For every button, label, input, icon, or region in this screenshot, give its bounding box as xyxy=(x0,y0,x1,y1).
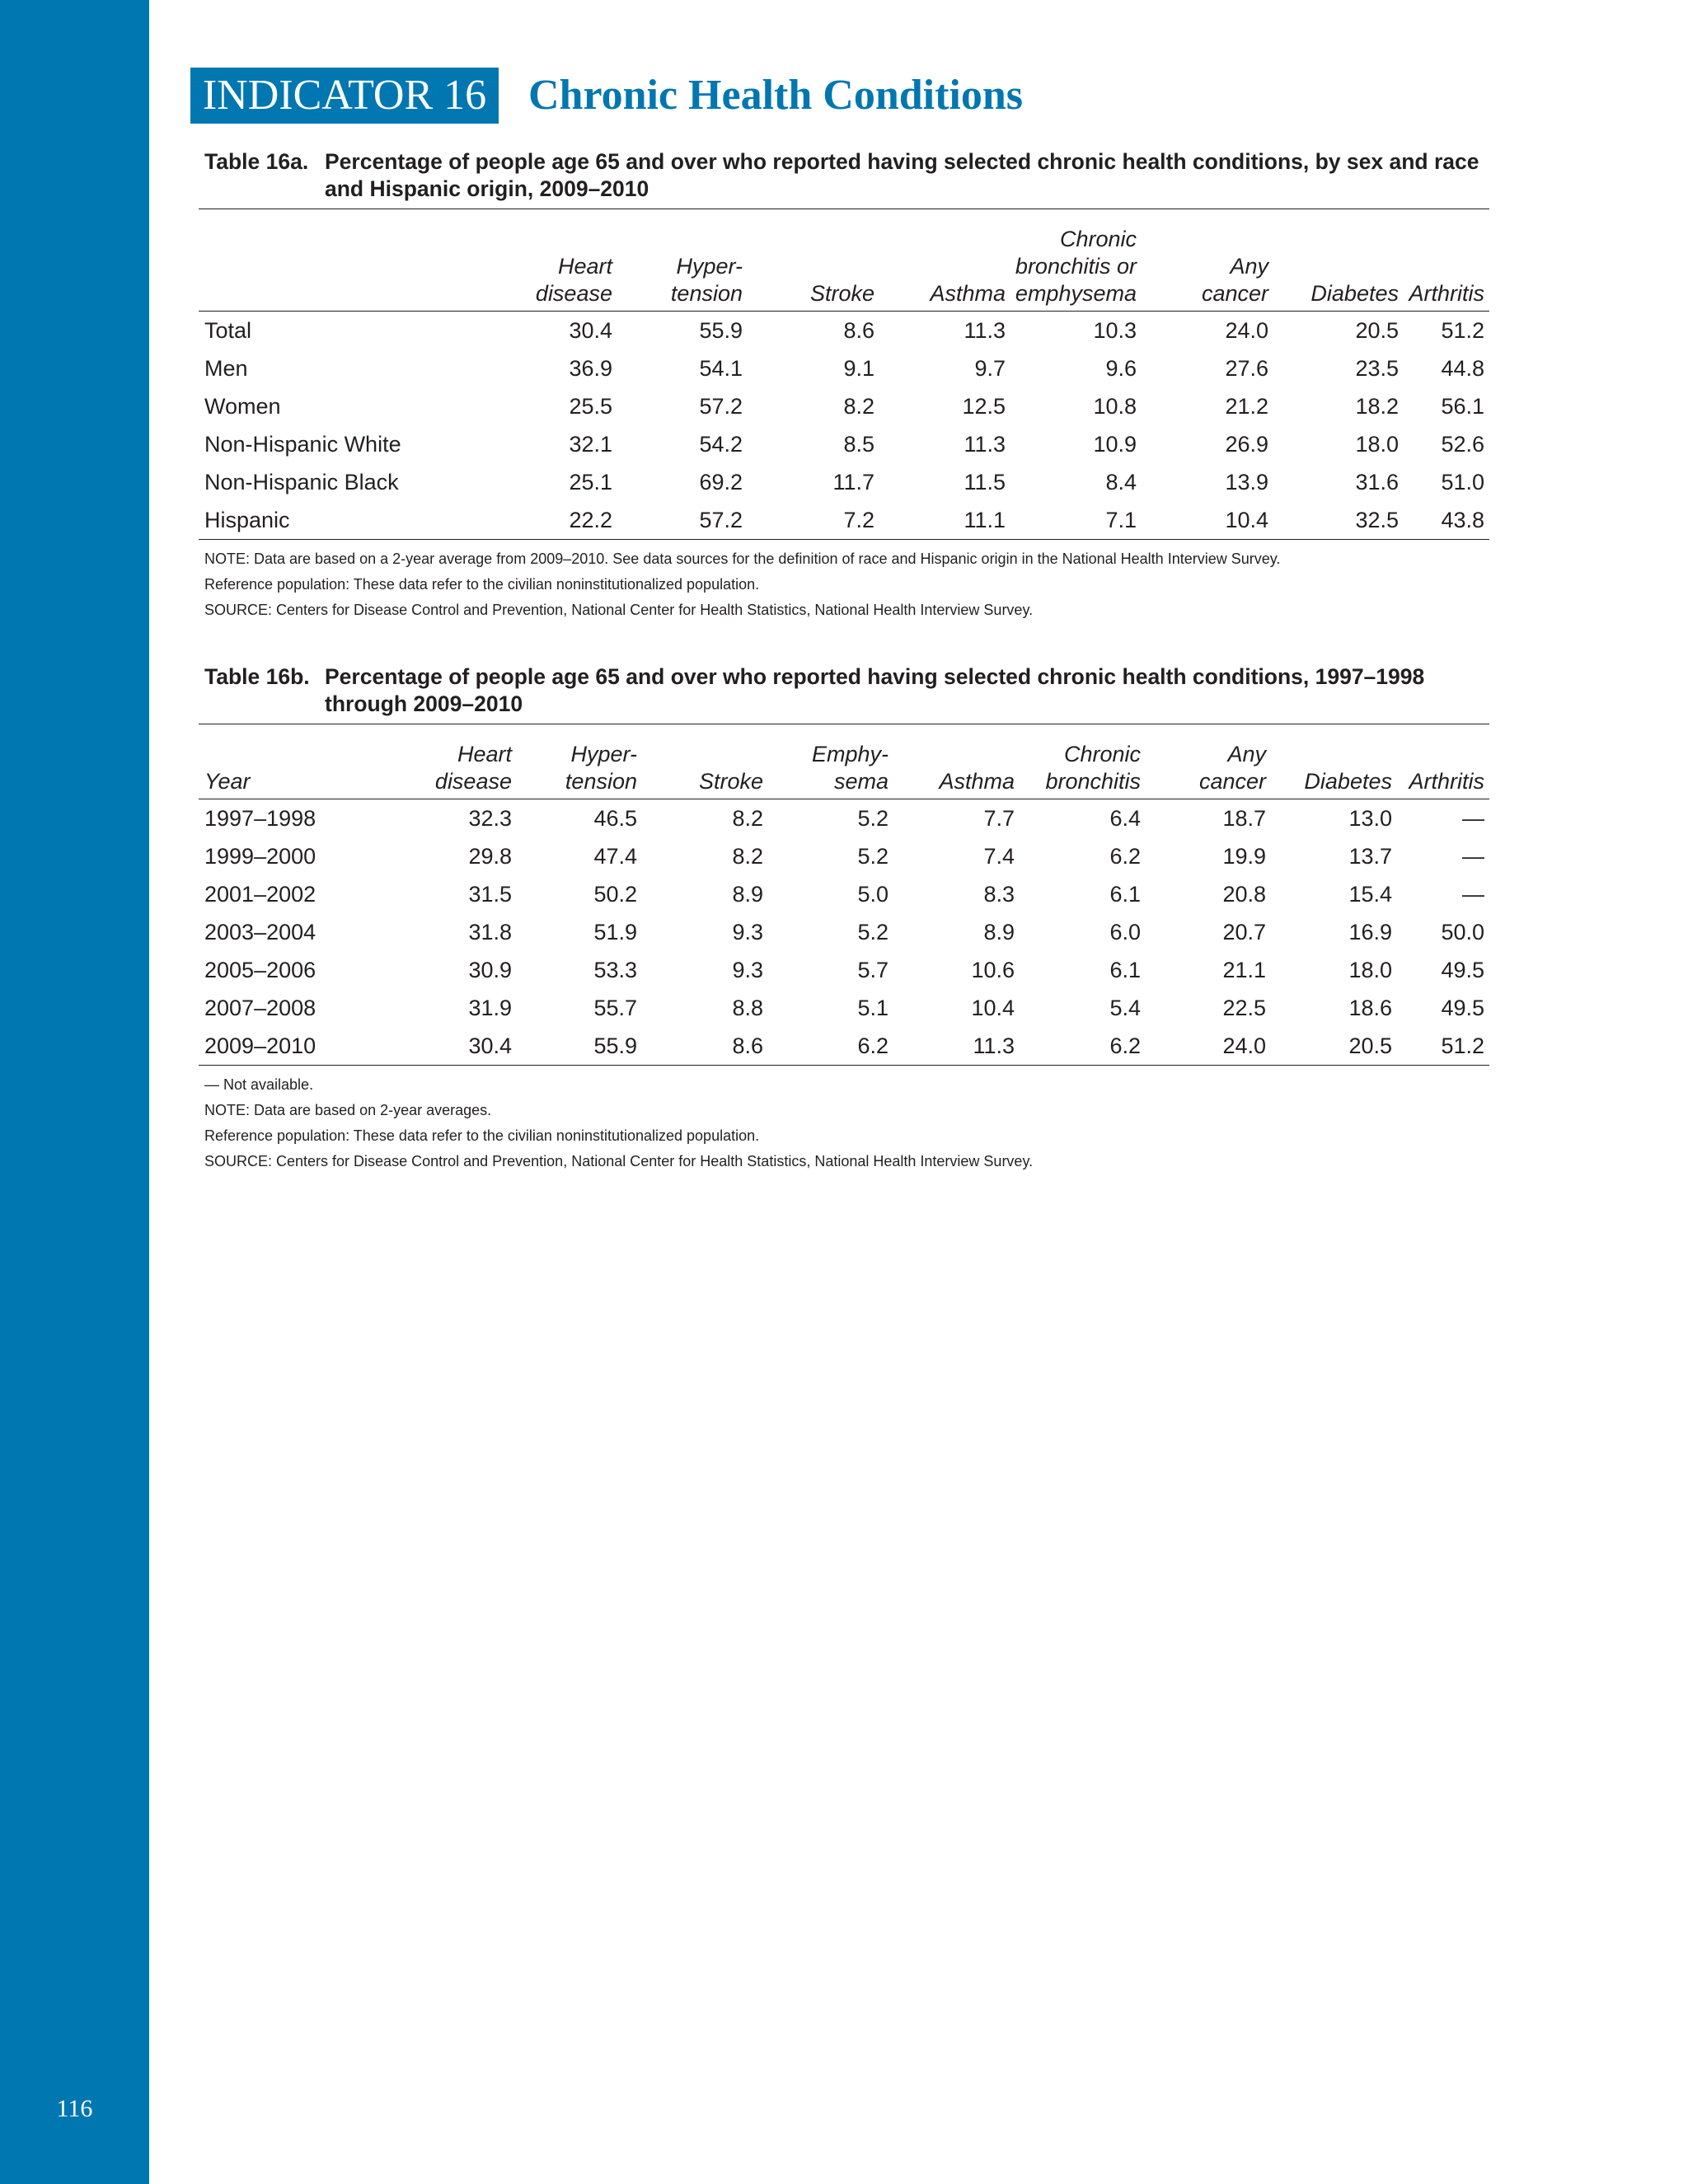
data-cell: 9.1 xyxy=(843,356,874,381)
table-16b-title: Percentage of people age 65 and over who reported having selected chronic health conditions, 1997–1998 through 2009–2010 xyxy=(325,664,1425,716)
column-header: Diabetes xyxy=(1273,226,1404,312)
data-cell: 57.2 xyxy=(617,501,748,540)
data-cell: 27.6 xyxy=(1225,356,1268,381)
row-label: Hispanic xyxy=(199,501,492,540)
table-row xyxy=(199,349,1489,387)
data-cell: 10.8 xyxy=(1093,394,1137,419)
data-cell: 7.7 xyxy=(983,806,1015,831)
column-header: Heart disease xyxy=(392,741,517,799)
note-line: SOURCE: Centers for Disease Control and Prevention, National Center for Health Statistics, National Health Interview Survey. xyxy=(204,602,1034,618)
column-header: Asthma xyxy=(879,226,1010,312)
column-header: Arthritis xyxy=(1404,226,1489,312)
table-16b xyxy=(199,724,1489,1066)
data-cell: 7.4 xyxy=(983,844,1015,869)
data-cell: 50.2 xyxy=(593,882,637,907)
data-cell: 8.5 xyxy=(843,432,874,457)
data-cell: 11.3 xyxy=(893,1027,1020,1066)
data-cell: 31.8 xyxy=(468,920,512,944)
data-cell: 11.3 xyxy=(964,432,1006,457)
sidebar-band xyxy=(0,0,149,2184)
table-row xyxy=(199,501,1489,540)
row-label: 2007–2008 xyxy=(204,996,316,1020)
column-header: Arthritis xyxy=(1397,741,1489,799)
data-cell: 10.4 xyxy=(971,996,1015,1020)
data-cell: 52.6 xyxy=(1441,432,1484,457)
data-cell: 6.1 xyxy=(1109,958,1141,982)
data-cell: — xyxy=(1462,882,1484,907)
data-cell: 32.1 xyxy=(569,432,612,457)
column-header: Chronic bronchitis or emphysema xyxy=(1010,226,1142,312)
page-number: 116 xyxy=(56,2095,93,2122)
table-16a-caption xyxy=(204,148,1489,203)
data-cell: 9.3 xyxy=(732,920,763,944)
data-cell: 32.3 xyxy=(468,806,512,831)
data-cell: 5.0 xyxy=(857,882,889,907)
data-cell: 24.0 xyxy=(1225,318,1268,343)
data-cell: 30.9 xyxy=(468,958,512,982)
data-cell: 50.0 xyxy=(1441,920,1484,944)
row-label: Total xyxy=(204,318,252,343)
data-cell: 57.2 xyxy=(699,394,743,419)
table-16b-notes xyxy=(204,1072,1489,1174)
data-cell: 21.2 xyxy=(1225,394,1268,419)
note-line: NOTE: Data are based on 2-year averages. xyxy=(204,1102,492,1118)
row-label: 2005–2006 xyxy=(204,958,316,982)
table-16a-notes xyxy=(204,546,1489,623)
data-cell: 5.7 xyxy=(857,958,889,982)
data-cell: 51.0 xyxy=(1441,470,1484,494)
table-row xyxy=(199,951,1489,989)
data-cell: 5.1 xyxy=(857,996,889,1020)
table-row xyxy=(199,1027,1489,1066)
column-header: Asthma xyxy=(893,741,1020,799)
data-cell: 10.4 xyxy=(1142,501,1273,540)
data-cell: 20.8 xyxy=(1222,882,1266,907)
data-cell: 54.2 xyxy=(699,432,743,457)
header-row xyxy=(199,226,1489,312)
row-label: 2001–2002 xyxy=(204,882,316,907)
table-row xyxy=(199,989,1489,1027)
column-header: Diabetes xyxy=(1271,741,1397,799)
data-cell: 8.9 xyxy=(732,882,763,907)
data-cell: 11.7 xyxy=(832,470,874,494)
data-cell: 53.3 xyxy=(593,958,637,982)
data-cell: 36.9 xyxy=(569,356,612,381)
data-cell: 8.8 xyxy=(732,996,763,1020)
table-row xyxy=(199,799,1489,838)
data-cell: 51.2 xyxy=(1441,318,1484,343)
row-label: Men xyxy=(204,356,248,381)
data-cell: 6.1 xyxy=(1109,882,1141,907)
column-header: Hyper- tension xyxy=(617,226,748,312)
row-label: Non-Hispanic White xyxy=(204,432,401,457)
row-label: 1997–1998 xyxy=(204,806,316,831)
table-16b-section xyxy=(199,663,1489,1174)
table-row xyxy=(199,387,1489,425)
data-cell: 56.1 xyxy=(1441,394,1484,419)
data-cell: 8.3 xyxy=(983,882,1015,907)
column-header: Any cancer xyxy=(1142,226,1273,312)
table-16a-title: Percentage of people age 65 and over who reported having selected chronic health conditions, by sex and race and Hispanic origin, 2009–2010 xyxy=(325,149,1479,201)
column-header: Any cancer xyxy=(1146,741,1271,799)
data-cell: 8.4 xyxy=(1105,470,1137,494)
data-cell: 13.9 xyxy=(1225,470,1268,494)
data-cell: 18.0 xyxy=(1355,432,1399,457)
row-label: 2003–2004 xyxy=(204,920,316,944)
column-header: Stroke xyxy=(642,741,768,799)
data-cell: — xyxy=(1462,844,1484,869)
column-header: Chronic bronchitis xyxy=(1020,741,1146,799)
row-label: Non-Hispanic Black xyxy=(204,470,399,494)
indicator-title: Chronic Health Conditions xyxy=(528,72,1024,119)
row-label: 1999–2000 xyxy=(204,844,316,869)
data-cell: 18.7 xyxy=(1222,806,1266,831)
data-cell: 11.5 xyxy=(964,470,1006,494)
data-cell: 6.2 xyxy=(1109,844,1141,869)
data-cell: 8.6 xyxy=(843,318,874,343)
data-cell: 25.5 xyxy=(569,394,612,419)
table-row xyxy=(199,312,1489,350)
data-cell: 8.9 xyxy=(983,920,1015,944)
data-cell: 51.2 xyxy=(1397,1027,1489,1066)
data-cell: 18.6 xyxy=(1348,996,1392,1020)
data-cell: 29.8 xyxy=(468,844,512,869)
data-cell: 47.4 xyxy=(593,844,637,869)
data-cell: 8.2 xyxy=(732,806,763,831)
column-header: Stroke xyxy=(748,226,879,312)
table-row xyxy=(199,913,1489,951)
data-cell: 22.5 xyxy=(1222,996,1266,1020)
data-cell: 51.9 xyxy=(593,920,637,944)
data-cell: 7.1 xyxy=(1010,501,1142,540)
data-cell: 11.3 xyxy=(964,318,1006,343)
data-cell: 8.2 xyxy=(732,844,763,869)
data-cell: 22.2 xyxy=(492,501,617,540)
data-cell: 19.9 xyxy=(1222,844,1266,869)
data-cell: 26.9 xyxy=(1225,432,1268,457)
data-cell: 55.9 xyxy=(699,318,743,343)
data-cell: 6.4 xyxy=(1109,806,1141,831)
note-line: Reference population: These data refer to the civilian noninstitutionalized population. xyxy=(204,1127,760,1144)
table-row xyxy=(199,875,1489,913)
data-cell: 8.2 xyxy=(843,394,874,419)
data-cell: 49.5 xyxy=(1441,996,1484,1020)
data-cell: 55.9 xyxy=(517,1027,642,1066)
data-cell: 12.5 xyxy=(962,394,1006,419)
data-cell: 11.1 xyxy=(879,501,1010,540)
data-cell: 21.1 xyxy=(1222,958,1266,982)
stub-header xyxy=(199,226,492,312)
data-cell: 49.5 xyxy=(1441,958,1484,982)
table-row xyxy=(199,425,1489,463)
table-16a-section xyxy=(199,148,1489,623)
data-cell: 10.6 xyxy=(971,958,1015,982)
table-row xyxy=(199,837,1489,875)
data-cell: 8.6 xyxy=(642,1027,768,1066)
data-cell: 15.4 xyxy=(1348,882,1392,907)
data-cell: 20.5 xyxy=(1355,318,1399,343)
note-line: Reference population: These data refer to the civilian noninstitutionalized population. xyxy=(204,576,760,593)
row-label: 2009–2010 xyxy=(199,1027,392,1066)
data-cell: 31.5 xyxy=(468,882,512,907)
data-cell: 31.6 xyxy=(1355,470,1399,494)
data-cell: — xyxy=(1462,806,1484,831)
data-cell: 23.5 xyxy=(1355,356,1399,381)
column-header: Heart disease xyxy=(492,226,617,312)
data-cell: 6.2 xyxy=(768,1027,893,1066)
data-cell: 10.3 xyxy=(1093,318,1137,343)
data-cell: 54.1 xyxy=(699,356,743,381)
data-cell: 46.5 xyxy=(593,806,637,831)
table-16b-caption xyxy=(204,663,1489,718)
data-cell: 9.7 xyxy=(974,356,1006,381)
data-cell: 7.2 xyxy=(748,501,879,540)
data-cell: 20.5 xyxy=(1271,1027,1397,1066)
data-cell: 6.2 xyxy=(1020,1027,1146,1066)
data-cell: 5.2 xyxy=(857,920,889,944)
data-cell: 5.2 xyxy=(857,844,889,869)
data-cell: 9.3 xyxy=(732,958,763,982)
note-line: NOTE: Data are based on a 2-year average from 2009–2010. See data sources for the definition of race and Hispanic origin in the National Health Interview Survey. xyxy=(204,551,1281,567)
data-cell: 5.4 xyxy=(1109,996,1141,1020)
note-line: SOURCE: Centers for Disease Control and Prevention, National Center for Health Statistics, National Health Interview Survey. xyxy=(204,1153,1034,1169)
note-line: — Not available. xyxy=(204,1076,314,1093)
data-cell: 25.1 xyxy=(569,470,612,494)
table-16a xyxy=(199,209,1489,540)
data-cell: 20.7 xyxy=(1222,920,1266,944)
data-cell: 6.0 xyxy=(1109,920,1141,944)
data-cell: 13.0 xyxy=(1348,806,1392,831)
data-cell: 10.9 xyxy=(1093,432,1137,457)
data-cell: 18.2 xyxy=(1355,394,1399,419)
row-label: Women xyxy=(204,394,281,419)
data-cell: 30.4 xyxy=(569,318,612,343)
data-cell: 24.0 xyxy=(1146,1027,1271,1066)
table-row xyxy=(199,463,1489,501)
table-16a-number: Table 16a. xyxy=(204,149,309,174)
data-cell: 13.7 xyxy=(1348,844,1392,869)
data-cell: 32.5 xyxy=(1273,501,1404,540)
data-cell: 69.2 xyxy=(699,470,743,494)
data-cell: 5.2 xyxy=(857,806,889,831)
column-header: Hyper- tension xyxy=(517,741,642,799)
data-cell: 16.9 xyxy=(1348,920,1392,944)
column-header: Emphy- sema xyxy=(768,741,893,799)
data-cell: 30.4 xyxy=(392,1027,517,1066)
data-cell: 9.6 xyxy=(1105,356,1137,381)
table-16b-number: Table 16b. xyxy=(204,664,310,689)
data-cell: 55.7 xyxy=(593,996,637,1020)
data-cell: 44.8 xyxy=(1441,356,1484,381)
data-cell: 31.9 xyxy=(468,996,512,1020)
stub-header: Year xyxy=(199,741,392,799)
header-row xyxy=(199,741,1489,799)
data-cell: 18.0 xyxy=(1348,958,1392,982)
indicator-label: INDICATOR 16 xyxy=(190,68,499,124)
data-cell: 43.8 xyxy=(1404,501,1489,540)
